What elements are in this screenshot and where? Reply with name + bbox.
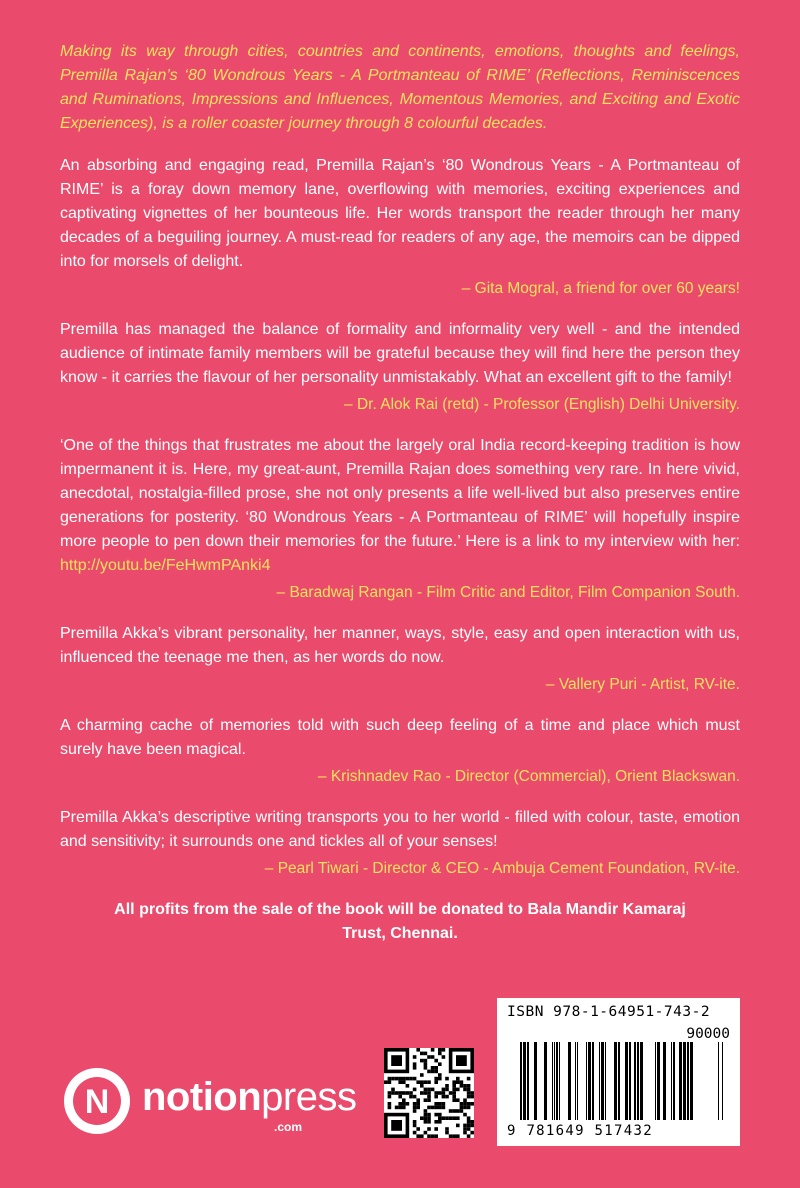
review-text: Premilla Akka’s vibrant personality, her manner, ways, style, easy and open interaction with us, influenced the teenage me then, as her words do now. <box>60 625 740 666</box>
barcode-digits: 9 781649 517432 <box>507 1123 653 1139</box>
intro-blurb: Making its way through cities, countries and continents, emotions, thoughts and feelings, Premilla Rajan’s ‘80 Wondrous Years - A Portmanteau of RIME’ (Reflections, Reminiscences and Ruminations, Impressions and Influences, Momentous Memories, and Exciting and Exotic Experiences), is a roller coaster journey through 8 colourful decades. <box>60 43 740 132</box>
publisher-name-bold: notion <box>142 1075 262 1119</box>
publisher-name-regular: press <box>261 1075 357 1119</box>
profits-note: All profits from the sale of the book will be donated to Bala Mandir Kamaraj Trust, Chennai. <box>114 901 686 942</box>
publisher-name <box>142 1074 356 1120</box>
review-text: Premilla Akka’s descriptive writing transports you to her world - filled with colour, taste, emotion and sensitivity; it surrounds one and tickles all of your senses! <box>60 809 740 850</box>
review-6 <box>60 806 740 880</box>
barcode-bars-icon <box>507 1042 730 1122</box>
logo-letter: N <box>84 1083 110 1121</box>
isbn-label: ISBN 978-1-64951-743-2 <box>507 1004 711 1020</box>
review-4 <box>60 622 740 696</box>
review-author: – Vallery Puri - Artist, RV-ite. <box>545 676 740 693</box>
review-author: – Dr. Alok Rai (retd) - Professor (English) Delhi University. <box>344 396 740 413</box>
review-author: – Gita Mogral, a friend for over 60 years! <box>461 280 740 297</box>
review-3 <box>60 434 740 604</box>
price-code: 90000 <box>686 1026 730 1042</box>
review-author: – Krishnadev Rao - Director (Commercial), Orient Blackswan. <box>317 768 740 785</box>
review-text: Premilla has managed the balance of formality and informality very well - and the intended audience of intimate family members will be grateful because they will find here the person they know - it carries the flavour of her personality unmistakably. What an excellent gift to the family! <box>60 321 740 386</box>
review-text: A charming cache of memories told with such deep feeling of a time and place which must surely have been magical. <box>60 717 740 758</box>
review-5 <box>60 714 740 788</box>
notionpress-logo-icon <box>62 1066 132 1136</box>
publisher-logo <box>62 1066 357 1138</box>
review-author: – Pearl Tiwari - Director & CEO - Ambuja Cement Foundation, RV-ite. <box>264 860 740 877</box>
review-author: – Baradwaj Rangan - Film Critic and Editor, Film Companion South. <box>276 584 740 601</box>
interview-link[interactable]: http://youtu.be/FeHwmPAnki4 <box>60 557 271 574</box>
publisher-domain: .com <box>274 1120 303 1134</box>
review-text: An absorbing and engaging read, Premilla Rajan’s ‘80 Wondrous Years - A Portmanteau of RIME’ is a foray down memory lane, overflowing with memories, exciting experiences and captivating vignettes of her bounteous life. Her words transport the reader through her many decades of a beguiling journey. A must-read for readers of any age, the memoirs can be dipped into for morsels of delight. <box>60 157 740 270</box>
review-text <box>60 434 740 578</box>
isbn-barcode <box>497 998 740 1146</box>
qr-code-icon <box>384 1048 474 1138</box>
cover-text <box>60 40 740 946</box>
review-1 <box>60 154 740 300</box>
review-text-body: ‘One of the things that frustrates me about the largely oral India record-keeping tradition is how impermanent it is. Here, my great-aunt, Premilla Rajan does something very rare. In here vivid, anecdotal, nostalgia-filled prose, she not only presents a life well-lived but also preserves entire generations for posterity. ‘80 Wondrous Years - A Portmanteau of RIME’ will hopefully inspire more people to pen down their memories for the future.’ Here is a link to my interview with her: <box>60 437 740 550</box>
review-2 <box>60 318 740 416</box>
